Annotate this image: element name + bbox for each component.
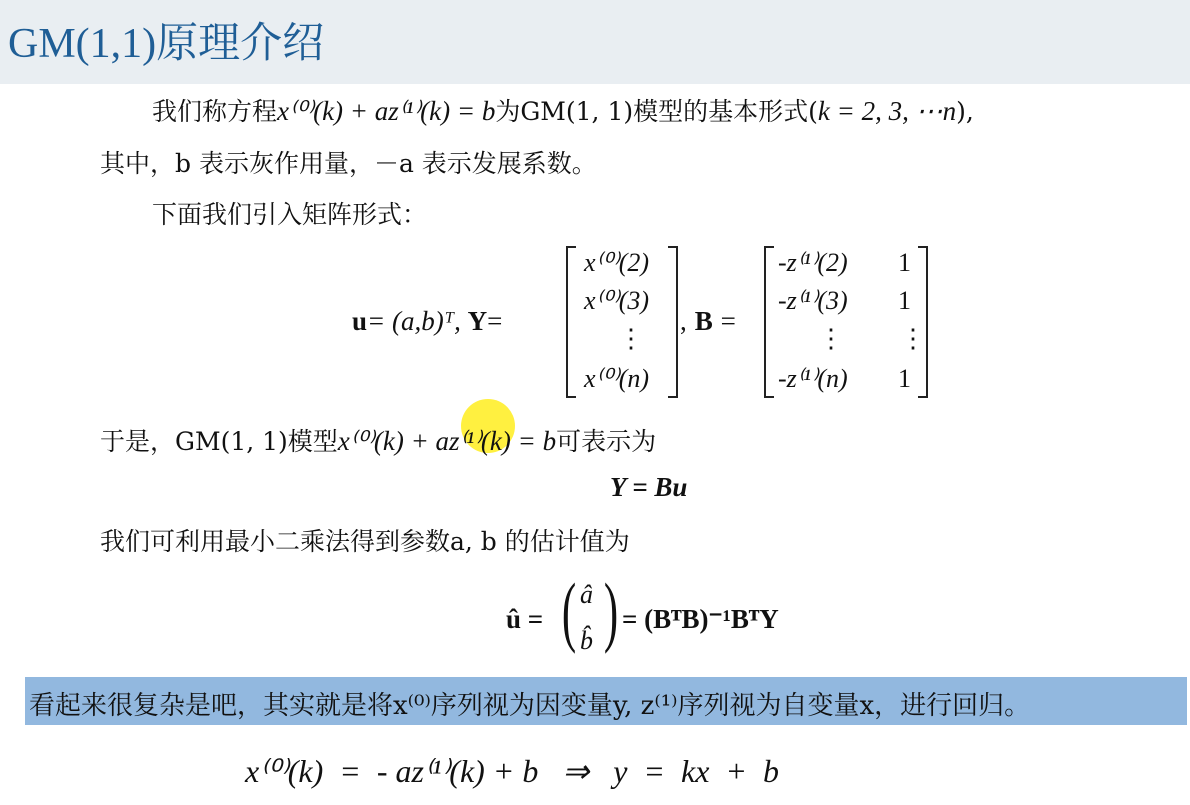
model-lead: 于是，GM(1, 1)模型 xyxy=(100,427,338,456)
y-vector-label: Y xyxy=(467,306,488,336)
basic-form-mid: 为GM(1, 1)模型的基本形式( xyxy=(495,97,818,126)
b-matrix-cell: 1 xyxy=(898,286,911,315)
matrix-definition-mid xyxy=(680,306,736,337)
b-matrix-cell: -z⁽¹⁾(n) xyxy=(778,364,848,393)
y-matrix-row: ⋮ xyxy=(618,324,644,353)
estimate-lhs: û = xyxy=(506,604,544,634)
slide-title: GM(1,1)原理介绍 xyxy=(8,21,325,67)
estimate-rhs: = (BᵀB)⁻¹BᵀY xyxy=(622,604,779,634)
model-paragraph xyxy=(100,422,656,458)
b-matrix-cell: ⋮ xyxy=(818,324,844,353)
u-vector-definition: = (a,b)ᵀ, xyxy=(367,306,468,336)
b-matrix-cell: -z⁽¹⁾(3) xyxy=(778,286,848,315)
estimate-vector-bottom: b̂ xyxy=(580,626,593,655)
vector-left-paren: ( xyxy=(561,567,577,654)
summary-text: 看起来很复杂是吧，其实就是将x⁽⁰⁾序列视为因变量y, z⁽¹⁾序列视为自变量x，进行回归。 xyxy=(29,691,1031,721)
coefficient-paragraph: 其中，b 表示灰作用量，－a 表示发展系数。 xyxy=(100,149,597,178)
u-vector-label: u xyxy=(352,306,368,336)
b-matrix-left-bracket xyxy=(764,246,774,398)
b-equals: = xyxy=(720,306,736,336)
y-equals: = xyxy=(487,306,503,336)
b-matrix-cell: 1 xyxy=(898,248,911,277)
y-matrix xyxy=(566,246,678,398)
matrix-definition-lhs xyxy=(352,306,502,337)
basic-form-equation: x⁽⁰⁾(k) + az⁽¹⁾(k) = b xyxy=(277,96,496,126)
y-equals-bu-equation: Y = Bu xyxy=(610,472,688,502)
least-squares-paragraph: 我们可利用最小二乘法得到参数a, b 的估计值为 xyxy=(100,527,630,556)
y-matrix-left-bracket xyxy=(566,246,576,398)
y-matrix-row: x⁽⁰⁾(2) xyxy=(584,248,650,277)
title-bar xyxy=(0,0,1190,84)
b-matrix-cell: 1 xyxy=(898,364,911,393)
basic-form-paragraph xyxy=(152,92,974,128)
b-matrix-right-bracket xyxy=(918,246,928,398)
comma: , xyxy=(680,306,687,336)
estimate-vector-top: â xyxy=(580,580,593,609)
b-matrix-cell: ⋮ xyxy=(900,324,926,353)
basic-form-tail: ), xyxy=(956,97,974,126)
y-matrix-row: x⁽⁰⁾(3) xyxy=(584,286,650,315)
y-matrix-right-bracket xyxy=(668,246,678,398)
b-matrix-label: B xyxy=(694,306,713,336)
basic-form-lead: 我们称方程 xyxy=(152,97,278,126)
final-regression-equation: x⁽⁰⁾(k) = - az⁽¹⁾(k) + b ⇒ y = kx + b xyxy=(245,753,779,789)
model-tail: 可表示为 xyxy=(556,427,657,456)
matrix-intro-paragraph: 下面我们引入矩阵形式： xyxy=(152,200,428,229)
summary-highlight xyxy=(25,677,1187,725)
b-matrix xyxy=(764,246,928,398)
vector-right-paren: ) xyxy=(603,567,619,654)
model-equation: x⁽⁰⁾(k) + az⁽¹⁾(k) = b xyxy=(337,426,557,456)
b-matrix-cell: -z⁽¹⁾(2) xyxy=(778,248,848,277)
y-matrix-row: x⁽⁰⁾(n) xyxy=(584,364,650,393)
basic-form-range: k = 2, 3, ⋯n xyxy=(817,96,957,126)
